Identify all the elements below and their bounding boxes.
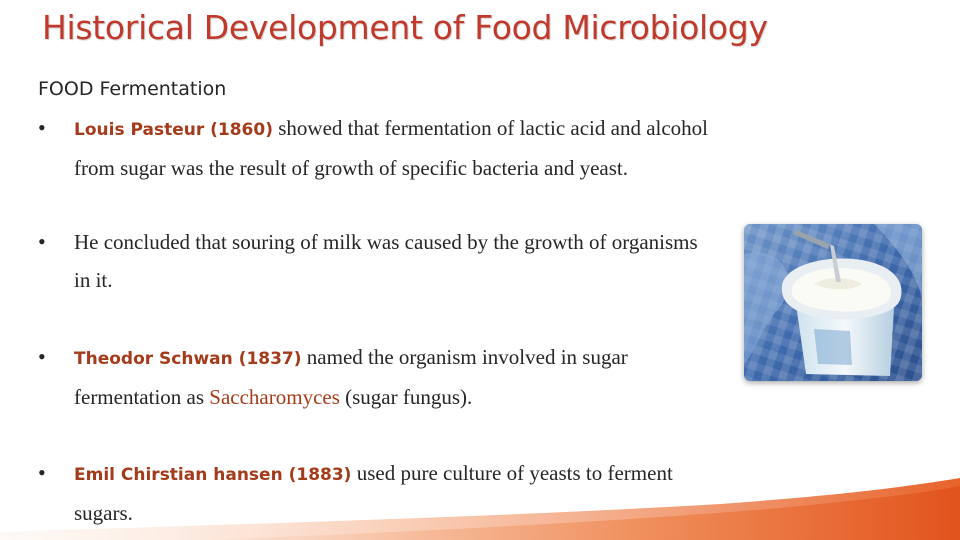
bullet-dot: • [38, 115, 46, 140]
bullet-body [74, 338, 718, 416]
bullet-text: used pure culture of yeasts to ferment sugars. [74, 461, 673, 525]
bullet-body [74, 223, 718, 299]
bullet-text: (sugar fungus). [339, 385, 473, 409]
bullet-dot: • [38, 460, 46, 485]
bullet-dot: • [38, 344, 46, 369]
yogurt-cup-photo-icon [744, 224, 922, 381]
bullet-body [74, 109, 718, 187]
bullet-hansen [38, 454, 718, 532]
scientist-name: Louis Pasteur (1860) [74, 120, 273, 140]
bullet-schwan [38, 338, 718, 416]
bullet-text: showed that fermentation of lactic acid and alcohol from sugar was the result of growth of specific bacteria and yeast. [74, 116, 709, 180]
bullet-pasteur [38, 109, 718, 187]
bullet-souring-milk [38, 223, 718, 299]
scientist-name: Emil Chirstian hansen (1883) [74, 465, 352, 485]
scientist-name: Theodor Schwan (1837) [74, 349, 302, 369]
slide-title: Historical Development of Food Microbiology [42, 8, 768, 47]
bullet-text: He concluded that souring of milk was caused by the growth of organisms in it. [74, 230, 698, 292]
organism-name: Saccharomyces [209, 385, 340, 409]
bullet-body [74, 454, 718, 532]
bullet-dot: • [38, 229, 46, 254]
yogurt-cup-image [744, 224, 922, 381]
section-subheading: FOOD Fermentation [38, 78, 227, 100]
bullet-text: named the organism involved in sugar fermentation as [74, 345, 628, 409]
